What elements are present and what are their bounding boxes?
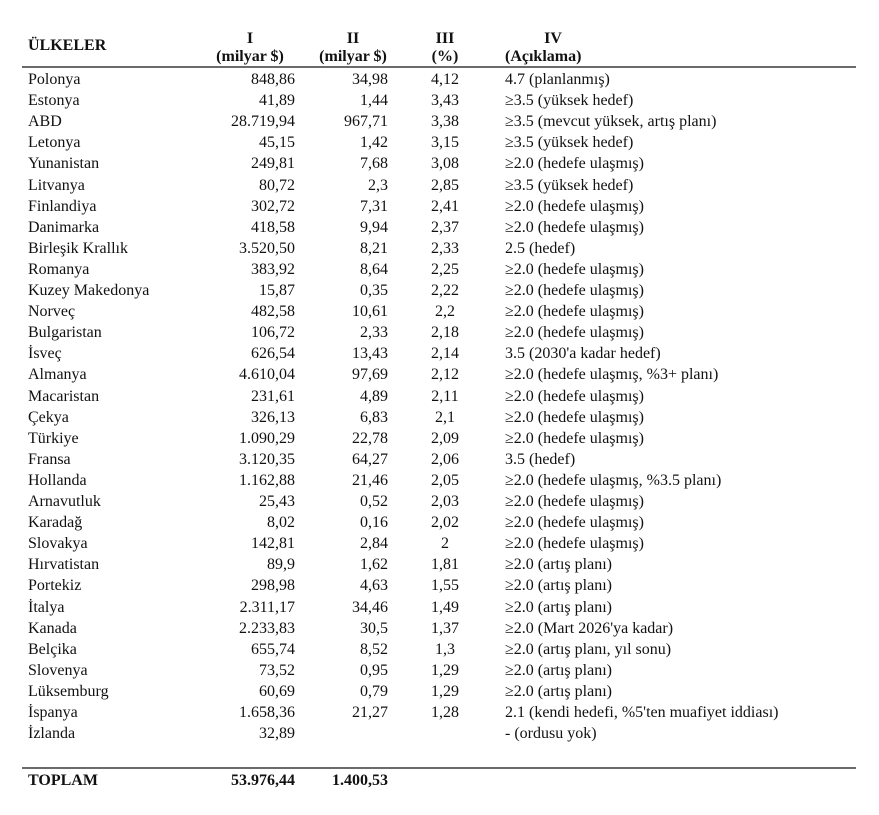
header-col2-title: II	[346, 30, 360, 47]
country-cell: Karadağ	[28, 514, 83, 532]
col1-cell: 848,86	[251, 71, 295, 88]
col3-cell: 2,06	[431, 450, 459, 468]
col1-cell: 106,72	[251, 324, 295, 342]
col2-cell: 2,3	[368, 176, 388, 194]
country-cell: Bulgaristan	[28, 324, 102, 342]
col1-cell: 231,61	[251, 387, 295, 405]
table-row	[0, 364, 879, 385]
col1-cell: 2.233,83	[239, 619, 295, 637]
col4-cell: 3.5 (hedef)	[505, 450, 576, 468]
header-col1-unit: (milyar $)	[216, 48, 284, 65]
country-cell: Belçika	[28, 640, 77, 658]
col4-cell: ≥2.0 (artış planı)	[505, 556, 612, 574]
col4-cell: ≥3.5 (yüksek hedef)	[505, 92, 634, 110]
table-row	[0, 153, 879, 174]
col3-cell: 1,81	[431, 556, 459, 574]
col1-cell: 326,13	[251, 408, 295, 426]
country-cell: Kuzey Makedonya	[28, 282, 150, 299]
col4-cell: 3.5 (2030'a kadar hedef)	[505, 345, 661, 363]
col2-cell: 4,89	[360, 387, 388, 405]
col4-cell: ≥2.0 (artış planı)	[505, 598, 612, 616]
col4-cell: - (ordusu yok)	[505, 725, 597, 743]
table-row	[0, 322, 879, 343]
col1-cell: 8,02	[267, 514, 295, 532]
col2-cell: 0,95	[360, 661, 388, 679]
country-cell: Romanya	[28, 260, 90, 278]
col1-cell: 302,72	[251, 197, 295, 215]
col3-cell: 2,18	[431, 324, 459, 342]
col4-cell: ≥2.0 (hedefe ulaşmış)	[505, 429, 644, 447]
table-row	[0, 196, 879, 217]
col2-cell: 10,61	[352, 303, 388, 321]
col3-cell: 2,41	[431, 197, 459, 215]
table-row	[0, 238, 879, 259]
country-cell: Yunanistan	[28, 155, 100, 173]
col2-cell: 8,21	[360, 239, 388, 257]
col2-cell: 4,63	[360, 577, 388, 595]
col4-cell: ≥2.0 (hedefe ulaşmış)	[505, 303, 644, 321]
col2-cell: 7,31	[360, 197, 388, 215]
col2-cell: 21,27	[352, 704, 388, 721]
col3-cell: 3,15	[431, 134, 459, 152]
country-cell: Almanya	[28, 366, 87, 384]
header-col1-title: I	[246, 30, 254, 47]
col3-cell: 2,33	[431, 239, 459, 257]
col4-cell: ≥2.0 (hedefe ulaşmış, %3+ planı)	[505, 366, 719, 384]
col3-cell: 2,85	[431, 176, 459, 194]
table-row	[0, 470, 879, 491]
col1-cell: 4.610,04	[239, 366, 295, 384]
country-cell: ABD	[28, 113, 62, 131]
col1-cell: 383,92	[251, 260, 295, 278]
col3-cell: 1,55	[431, 577, 459, 595]
header-col2-unit: (milyar $)	[319, 48, 387, 65]
country-cell: Estonya	[28, 92, 80, 110]
header-col3-title: III	[435, 30, 455, 47]
col1-cell: 89,9	[267, 556, 295, 574]
col1-cell: 32,89	[259, 725, 295, 743]
table-row	[0, 554, 879, 575]
table-row	[0, 280, 879, 301]
col3-cell: 3,38	[431, 113, 459, 131]
table-row	[0, 512, 879, 533]
col1-cell: 298,98	[251, 577, 295, 595]
country-cell: Kanada	[28, 619, 77, 637]
col1-cell: 28.719,94	[231, 113, 295, 131]
country-cell: İzlanda	[28, 725, 76, 743]
country-cell: Lüksemburg	[28, 682, 109, 700]
col3-cell: 1,3	[435, 640, 455, 658]
col3-cell: 4,12	[431, 71, 459, 88]
col3-cell: 2,03	[431, 493, 459, 510]
col2-cell: 30,5	[360, 619, 388, 637]
table-row	[0, 301, 879, 322]
country-cell: Letonya	[28, 134, 81, 152]
col3-cell: 1,37	[431, 619, 459, 637]
col4-cell: ≥2.0 (artış planı, yıl sonu)	[505, 640, 672, 658]
country-cell: Danimarka	[28, 218, 100, 236]
total-col2: 1.400,53	[332, 772, 388, 789]
col1-cell: 45,15	[259, 134, 295, 152]
country-cell: Çekya	[28, 408, 69, 426]
col3-cell: 2,05	[431, 471, 459, 489]
col1-cell: 41,89	[259, 92, 295, 110]
col4-cell: ≥2.0 (hedefe ulaşmış)	[505, 155, 644, 173]
col4-cell: ≥2.0 (artış planı)	[505, 682, 612, 700]
col2-cell: 0,35	[360, 282, 388, 299]
table-row	[0, 343, 879, 364]
country-cell: Arnavutluk	[28, 493, 101, 510]
country-cell: Polonya	[28, 71, 81, 88]
col3-cell: 2,1	[435, 408, 455, 426]
country-cell: İtalya	[28, 598, 65, 616]
col3-cell: 1,29	[431, 661, 459, 679]
col3-cell: 2,22	[431, 282, 459, 299]
header-rule	[22, 66, 856, 68]
total-rule	[22, 767, 856, 769]
col4-cell: ≥2.0 (hedefe ulaşmış)	[505, 535, 644, 553]
country-cell: Türkiye	[28, 429, 79, 447]
col1-cell: 482,58	[251, 303, 295, 321]
col3-cell: 2,25	[431, 260, 459, 278]
table-row	[0, 111, 879, 132]
table-row	[0, 407, 879, 428]
table-row	[0, 702, 879, 723]
col4-cell: ≥3.5 (yüksek hedef)	[505, 134, 634, 152]
table-row	[0, 639, 879, 660]
col4-cell: 2.5 (hedef)	[505, 239, 576, 257]
country-cell: Hollanda	[28, 471, 87, 489]
col2-cell: 8,64	[360, 260, 388, 278]
col1-cell: 1.162,88	[239, 471, 295, 489]
col3-cell: 2	[441, 535, 449, 553]
total-label: TOPLAM	[28, 772, 98, 789]
col2-cell: 22,78	[352, 429, 388, 447]
col4-cell: 4.7 (planlanmış)	[505, 71, 610, 88]
col1-cell: 1.658,36	[239, 704, 295, 721]
col2-cell: 13,43	[352, 345, 388, 363]
col4-cell: ≥2.0 (artış planı)	[505, 661, 612, 679]
col1-cell: 3.520,50	[239, 239, 295, 257]
col3-cell: 1,29	[431, 682, 459, 700]
table-row	[0, 69, 879, 90]
header-col4-unit: (Açıklama)	[505, 48, 582, 65]
table-row	[0, 386, 879, 407]
col1-cell: 2.311,17	[239, 598, 295, 616]
col4-cell: ≥2.0 (hedefe ulaşmış)	[505, 197, 644, 215]
col2-cell: 0,79	[360, 682, 388, 700]
col4-cell: ≥2.0 (artış planı)	[505, 577, 612, 595]
col3-cell: 1,49	[431, 598, 459, 616]
col3-cell: 2,11	[431, 387, 459, 405]
col4-cell: ≥2.0 (hedefe ulaşmış)	[505, 282, 644, 299]
col2-cell: 97,69	[352, 366, 388, 384]
col4-cell: ≥2.0 (hedefe ulaşmış)	[505, 218, 644, 236]
col3-cell: 2,12	[431, 366, 459, 384]
table-row	[0, 618, 879, 639]
table-row	[0, 217, 879, 238]
col1-cell: 25,43	[259, 493, 295, 510]
col2-cell: 1,42	[360, 134, 388, 152]
table-row	[0, 660, 879, 681]
table-row	[0, 723, 879, 744]
table-row	[0, 681, 879, 702]
country-cell: Macaristan	[28, 387, 100, 405]
country-cell: Portekiz	[28, 577, 82, 595]
col1-cell: 626,54	[251, 345, 295, 363]
col2-cell: 1,44	[360, 92, 388, 110]
col2-cell: 34,98	[352, 71, 388, 88]
table-row	[0, 428, 879, 449]
col4-cell: ≥2.0 (hedefe ulaşmış, %3.5 planı)	[505, 471, 722, 489]
table-row	[0, 259, 879, 280]
col1-cell: 15,87	[259, 282, 295, 299]
col1-cell: 3.120,35	[239, 450, 295, 468]
col3-cell: 2,2	[435, 303, 455, 321]
country-cell: İsveç	[28, 345, 62, 363]
table-row	[0, 449, 879, 470]
col3-cell: 3,43	[431, 92, 459, 110]
col1-cell: 418,58	[251, 218, 295, 236]
total-col1: 53.976,44	[231, 772, 295, 789]
col1-cell: 80,72	[259, 176, 295, 194]
col2-cell: 1,62	[360, 556, 388, 574]
col2-cell: 9,94	[360, 218, 388, 236]
col4-cell: ≥2.0 (hedefe ulaşmış)	[505, 387, 644, 405]
header-col4-title: IV	[544, 30, 562, 47]
table-row	[0, 597, 879, 618]
col1-cell: 60,69	[259, 682, 295, 700]
country-cell: Litvanya	[28, 176, 85, 194]
table-row	[0, 90, 879, 111]
col4-cell: ≥2.0 (hedefe ulaşmış)	[505, 514, 644, 532]
table-row	[0, 491, 879, 512]
col3-cell: 1,28	[431, 704, 459, 721]
col2-cell: 967,71	[344, 113, 388, 131]
col4-cell: ≥2.0 (hedefe ulaşmış)	[505, 408, 644, 426]
country-cell: Norveç	[28, 303, 76, 321]
country-cell: Fransa	[28, 450, 71, 468]
col2-cell: 64,27	[352, 450, 388, 468]
header-country: ÜLKELER	[28, 37, 107, 54]
col4-cell: ≥2.0 (hedefe ulaşmış)	[505, 324, 644, 342]
col3-cell: 2,09	[431, 429, 459, 447]
col1-cell: 655,74	[251, 640, 295, 658]
col3-cell: 2,14	[431, 345, 459, 363]
header-col3-unit: (%)	[431, 48, 459, 65]
col2-cell: 8,52	[360, 640, 388, 658]
table-row	[0, 175, 879, 196]
col1-cell: 142,81	[251, 535, 295, 553]
country-cell: Slovakya	[28, 535, 88, 553]
col2-cell: 6,83	[360, 408, 388, 426]
col4-cell: 2.1 (kendi hedefi, %5'ten muafiyet iddiası)	[505, 704, 779, 721]
col4-cell: ≥3.5 (yüksek hedef)	[505, 176, 634, 194]
country-cell: İspanya	[28, 704, 78, 721]
col2-cell: 0,16	[360, 514, 388, 532]
col3-cell: 2,37	[431, 218, 459, 236]
country-cell: Birleşik Krallık	[28, 239, 128, 257]
col2-cell: 2,33	[360, 324, 388, 342]
table-row	[0, 533, 879, 554]
col1-cell: 73,52	[259, 661, 295, 679]
col4-cell: ≥2.0 (Mart 2026'ya kadar)	[505, 619, 674, 637]
table-row	[0, 575, 879, 596]
col1-cell: 249,81	[251, 155, 295, 173]
country-cell: Slovenya	[28, 661, 88, 679]
col2-cell: 34,46	[352, 598, 388, 616]
col2-cell: 7,68	[360, 155, 388, 173]
col2-cell: 0,52	[360, 493, 388, 510]
col4-cell: ≥3.5 (mevcut yüksek, artış planı)	[505, 113, 717, 131]
total-row	[0, 770, 879, 791]
col3-cell: 3,08	[431, 155, 459, 173]
country-cell: Finlandiya	[28, 197, 97, 215]
col2-cell: 21,46	[352, 471, 388, 489]
col2-cell: 2,84	[360, 535, 388, 553]
col3-cell: 2,02	[431, 514, 459, 532]
col1-cell: 1.090,29	[239, 429, 295, 447]
col4-cell: ≥2.0 (hedefe ulaşmış)	[505, 493, 644, 510]
col4-cell: ≥2.0 (hedefe ulaşmış)	[505, 260, 644, 278]
table-row	[0, 132, 879, 153]
country-cell: Hırvatistan	[28, 556, 100, 574]
